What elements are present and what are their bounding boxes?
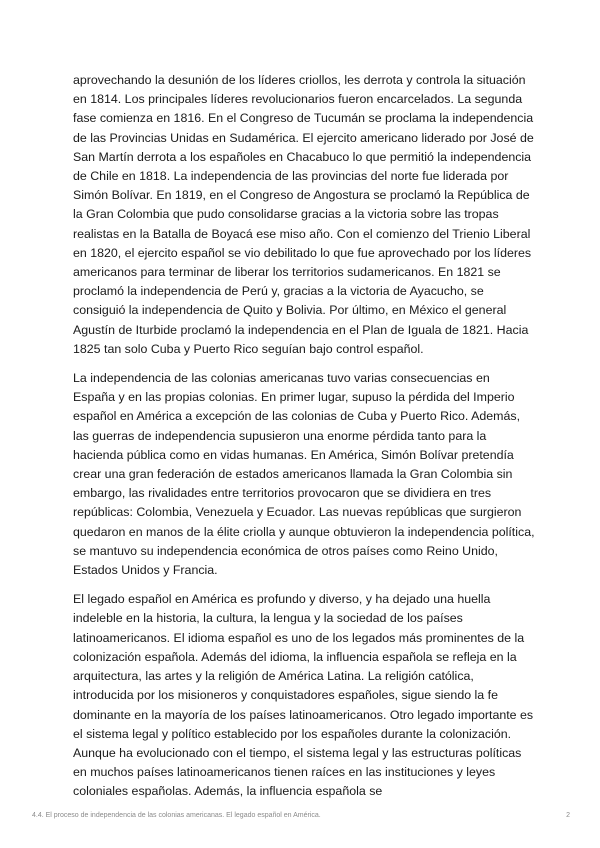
page-number: 2 (566, 812, 570, 819)
paragraph: La independencia de las colonias americanas tuvo varias consecuencias en España y en las propias colonias. En primer lugar, supuso la pérdida del Imperio español en América a excepción de las colonias de Cuba y Puerto Rico. Además, las guerras de independencia supusieron una enorme pérdida tanto para la hacienda pública como en vidas humanas. En América, Simón Bolívar pretendía crear una gran federación de estados americanos llamada la Gran Colombia sin embargo, las rivalidades entre territorios provocaron que se dividiera en tres repúblicas: Colombia, Venezuela y Ecuador. Las nuevas repúblicas que surgieron quedaron en manos de la élite criolla y aunque obtuvieron la independencia política, se mantuvo su independencia económica de otros países como Reino Unido, Estados Unidos y Francia. (73, 371, 535, 578)
page-footer (32, 812, 570, 819)
body-text (73, 71, 535, 812)
paragraph: El legado español en América es profundo y diverso, y ha dejado una huella indeleble en la historia, la cultura, la lengua y la sociedad de los países latinoamericanos. El idioma español es uno de los legados más prominentes de la colonización española. Además del idioma, la influencia española se refleja en la arquitectura, las artes y la religión de América Latina. La religión católica, introducida por los misioneros y conquistadores españoles, sigue siendo la fe dominante en la mayoría de los países latinoamericanos. Otro legado importante es el sistema legal y político establecido por los españoles durante la colonización. Aunque ha evolucionado con el tiempo, el sistema legal y las estructuras políticas en muchos países latinoamericanos tienen raíces en las instituciones y leyes coloniales españolas. Además, la influencia española se (73, 592, 534, 799)
footer-caption: 4.4. El proceso de independencia de las colonias americanas. El legado español en América. (32, 812, 321, 819)
paragraph: aprovechando la desunión de los líderes criollos, les derrota y controla la situación en 1814. Los principales líderes revolucionarios fueron encarcelados. La segunda fase comienza en 1816. En el Congreso de Tucumán se proclama la independencia de las Provincias Unidas en Sudamérica. El ejercito americano liderado por José de San Martín derrota a los españoles en Chacabuco lo que permitió la independencia de Chile en 1818. La independencia de las provincias del norte fue liderada por Simón Bolívar. En 1819, en el Congreso de Angostura se proclamó la República de la Gran Colombia que pudo consolidarse gracias a la victoria sobre las tropas realistas en la Batalla de Boyacá ese miso año. Con el comienzo del Trienio Liberal en 1820, el ejercito español se vio debilitado lo que fue aprovechado por los líderes americanos para terminar de liberar los territorios sudamericanos. En 1821 se proclamó la independencia de Perú y, gracias a la victoria de Ayacucho, se consiguió la independencia de Quito y Bolivia. Por último, en México el general Agustín de Iturbide proclamó la independencia en el Plan de Iguala de 1821. Hacia 1825 tan solo Cuba y Puerto Rico seguían bajo control español. (73, 73, 534, 356)
